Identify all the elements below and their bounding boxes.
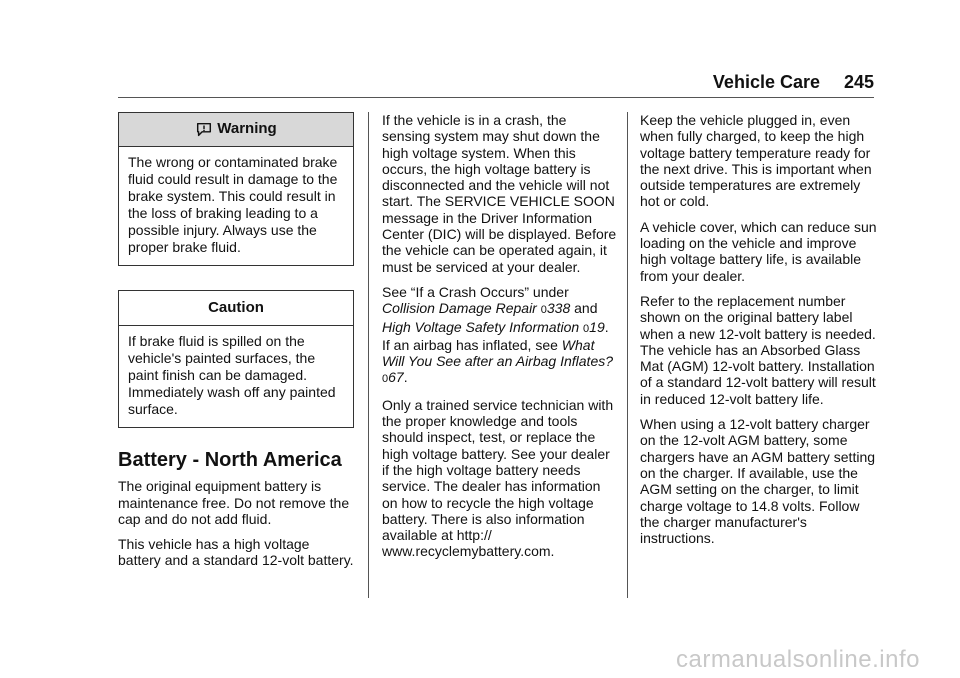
ref-end-text: . bbox=[403, 369, 408, 386]
warning-body: The wrong or contaminated brake fluid could result in damage to the brake system. This could result in the loss of braking leading to a possible injury. Always use the proper brake fluid. bbox=[128, 154, 338, 255]
column-1 bbox=[118, 112, 354, 578]
ref-lead-text: See “If a Crash Occurs” under bbox=[382, 283, 569, 300]
ref-high-voltage-safety[interactable]: High Voltage Safety Information bbox=[382, 318, 580, 335]
vehicle-cover-paragraph: A vehicle cover, which can reduce sun loading on the vehicle and improve high voltage battery life, is available from your dealer. bbox=[640, 218, 877, 284]
ref-page-67[interactable]: 67 bbox=[388, 369, 404, 386]
ref-collision-damage-repair[interactable]: Collision Damage Repair bbox=[382, 300, 537, 317]
crash-paragraph: If the vehicle is in a crash, the sensing system may shut down the high voltage system. When this occurs, the high voltage battery is disconnected and the vehicle will not start. The SERVICE VEHICLE SOON message in the Driver Information Center (DIC) will be displayed. Before the vehicle can be operated again, it must be serviced at your dealer. bbox=[382, 112, 617, 275]
watermark: carmanualsonline.info bbox=[676, 646, 920, 673]
column-3 bbox=[640, 112, 878, 555]
page-ref-icon: 0 bbox=[540, 304, 547, 317]
battery-paragraph-2: This vehicle has a high voltage battery and a standard 12-volt battery. bbox=[118, 536, 354, 569]
plugged-in-paragraph: Keep the vehicle plugged in, even when fully charged, to keep the high voltage battery temperature ready for the next drive. This is important when outside temperatures are extremely hot or cold. bbox=[640, 112, 872, 210]
ref-page-338[interactable]: 338 bbox=[546, 300, 571, 317]
column-divider bbox=[368, 112, 369, 598]
charger-paragraph: When using a 12-volt battery charger on the 12-volt AGM battery, some chargers have an AGM battery setting on the charger. If available, use the AGM setting on the charger, to limit charge voltage to 14.8 volts. Follow the charger manufacturer's instructions. bbox=[640, 416, 876, 547]
ref-page-19[interactable]: 19 bbox=[589, 318, 605, 335]
caution-body: If brake fluid is spilled on the vehicle's painted surfaces, the paint finish can be damaged. Immediately wash off any painted surface. bbox=[128, 333, 336, 417]
battery-paragraph-1: The original equipment battery is maintenance free. Do not remove the cap and do not add fluid. bbox=[118, 478, 350, 527]
header-rule bbox=[118, 97, 874, 98]
caution-title: Caution bbox=[208, 298, 264, 316]
warning-icon bbox=[195, 121, 213, 139]
ref-airbag-inflates[interactable]: What Will You See after an Airbag Inflates? bbox=[382, 336, 614, 370]
warning-title: Warning bbox=[217, 120, 277, 138]
caution-box bbox=[118, 290, 354, 428]
technician-paragraph: Only a trained service technician with the proper knowledge and tools should inspect, test, or replace the high voltage battery. See your dealer if the high voltage battery needs service. The dealer has information on how to recycle the high voltage battery. There is also information available at http:// www.recyclemybattery.com. bbox=[382, 396, 614, 560]
column-divider bbox=[627, 112, 628, 598]
page-ref-icon: 0 bbox=[382, 373, 389, 386]
page-number: 245 bbox=[843, 72, 874, 92]
warning-box bbox=[118, 112, 354, 266]
caution-box-header bbox=[119, 291, 353, 325]
warning-box-header bbox=[119, 113, 353, 146]
column-2 bbox=[382, 112, 618, 569]
section-title: Vehicle Care bbox=[712, 72, 820, 92]
battery-heading: Battery - North America bbox=[118, 449, 342, 471]
page-header bbox=[0, 70, 960, 100]
references-paragraph bbox=[382, 284, 618, 388]
ref-mid-text: . If an airbag has inflated, see bbox=[382, 318, 609, 353]
replacement-paragraph: Refer to the replacement number shown on the original battery label when a new 12-volt battery is needed. The vehicle has an Absorbed Glass Mat (AGM) 12-volt battery. Installation of a standard 12-volt battery will result in reduced 12-volt battery life. bbox=[640, 292, 876, 407]
ref-and-text: and bbox=[574, 300, 598, 317]
page-ref-icon: 0 bbox=[583, 322, 590, 335]
